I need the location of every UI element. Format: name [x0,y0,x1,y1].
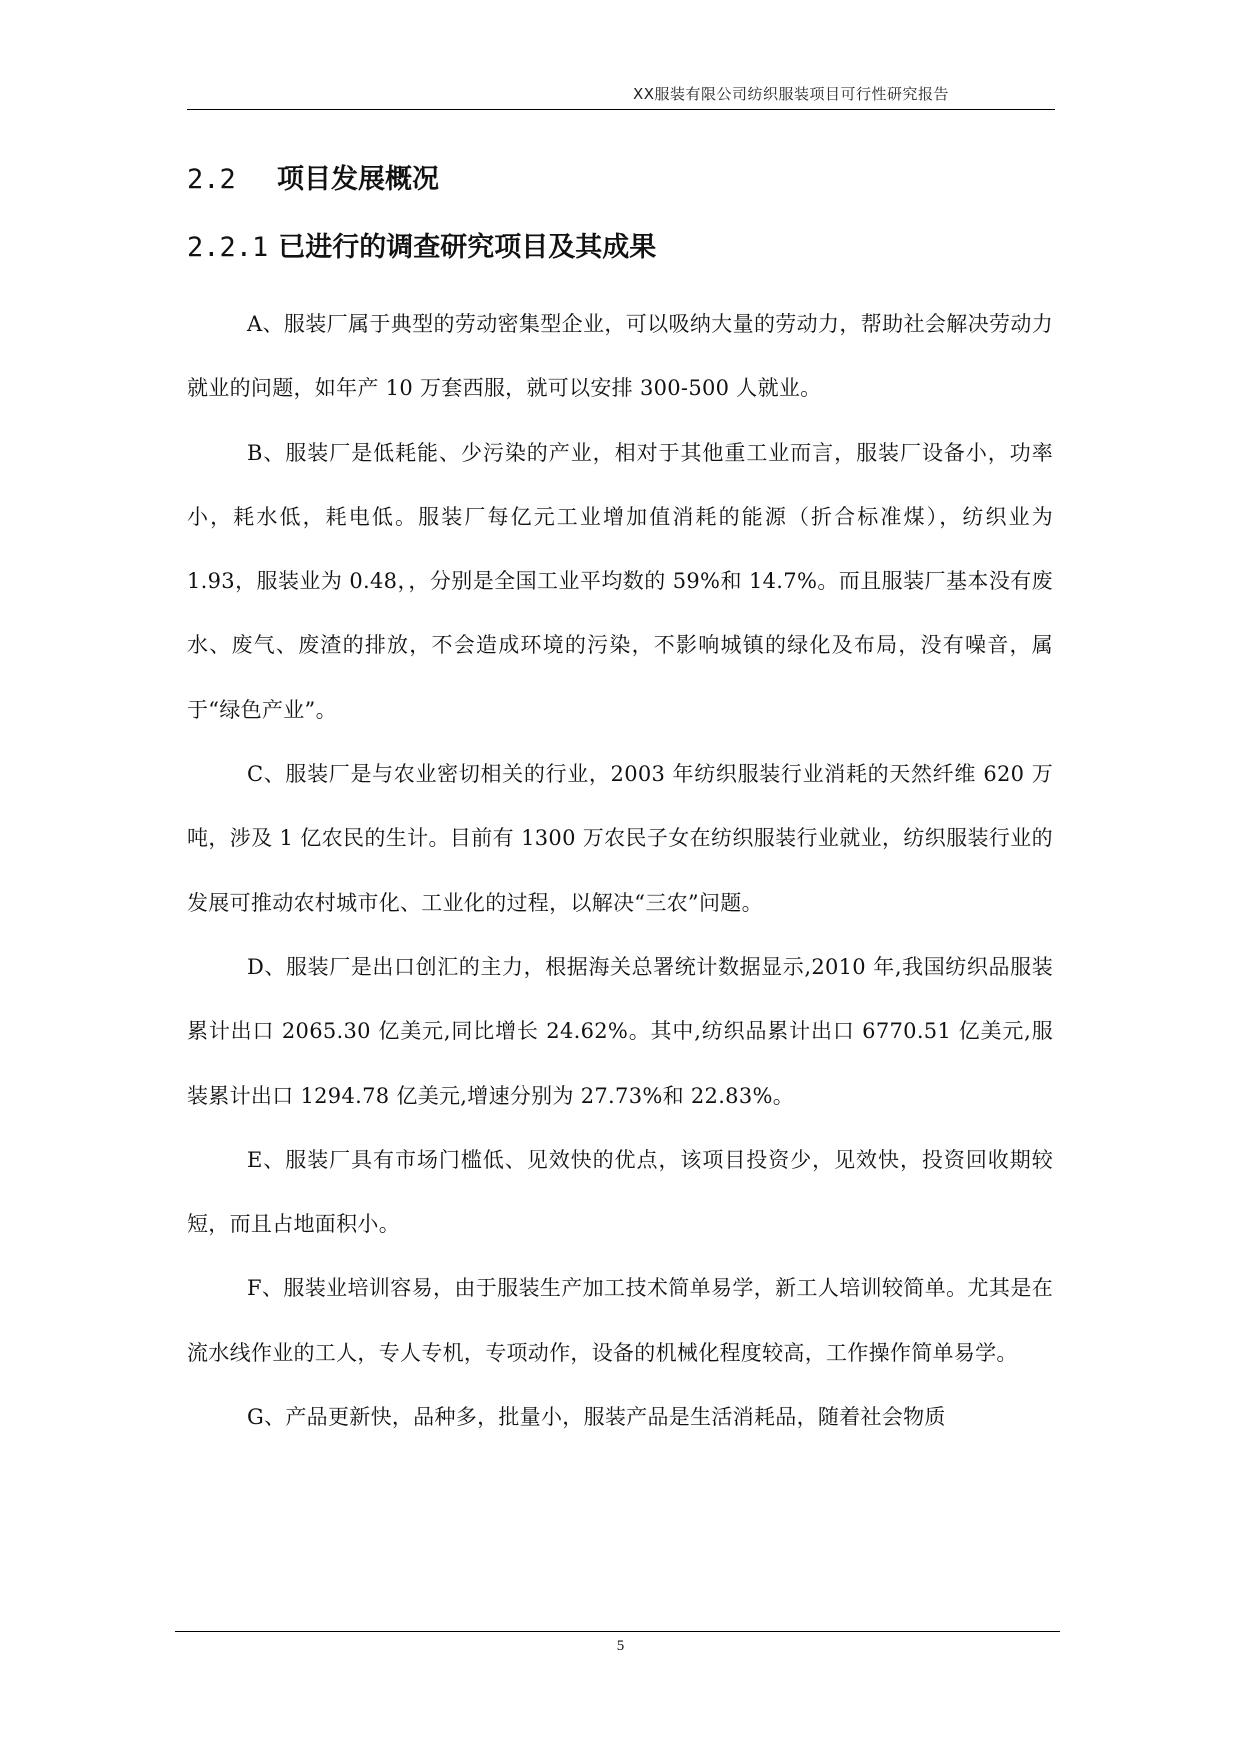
section-heading [187,163,439,197]
paragraph-e: E、服装厂具有市场门槛低、见效快的优点，该项目投资少，见效快，投资回收期较短，而且占地面积小。 [187,1147,1053,1237]
subsection-title: 已进行的调查研究项目及其成果 [278,232,657,263]
subsection-heading [187,231,656,265]
page-number: 5 [616,1638,625,1654]
section-number: 2.2 [187,164,236,195]
body-text [187,292,1053,1449]
paragraph-d: D、服装厂是出口创汇的主力，根据海关总署统计数据显示,2010 年,我国纺织品服装累计出口 2065.30 亿美元,同比增长 24.62%。其中,纺织品累计出口 6770.51 亿美元,服装累计出口 1294.78 亿美元,增速分别为 27.73%和 22.83%。 [187,954,1053,1108]
paragraph-f: F、服装业培训容易，由于服装生产加工技术简单易学，新工人培训较简单。尤其是在流水线作业的工人，专人专机，专项动作，设备的机械化程度较高，工作操作简单易学。 [187,1276,1053,1365]
section-title: 项目发展概况 [277,164,439,195]
footer-rule [175,1631,1060,1632]
paragraph-b: B、服装厂是低耗能、少污染的产业，相对于其他重工业而言，服装厂设备小，功率小，耗水低，耗电低。服装厂每亿元工业增加值消耗的能源（折合标准煤），纺织业为 1.93，服装业为 0.48，，分别是全国工业平均数的 59%和 14.7%。而且服装厂基本没有废水、废气、废渣的排放，不会造成环境的污染，不影响城镇的绿化及布局，没有噪音，属于“绿色产业”。 [187,440,1053,722]
paragraph-a: A、服装厂属于典型的劳动密集型企业，可以吸纳大量的劳动力，帮助社会解决劳动力就业的问题，如年产 10 万套西服，就可以安排 300-500 人就业。 [187,312,1053,401]
running-header: XX服装有限公司纺织服装项目可行性研究报告 [632,85,949,103]
subsection-number: 2.2.1 [187,232,269,263]
paragraph-c: C、服装厂是与农业密切相关的行业，2003 年纺织服装行业消耗的天然纤维 620 万吨，涉及 1 亿农民的生计。目前有 1300 万农民子女在纺织服装行业就业，纺织服装行业的发展可推动农村城市化、工业化的过程，以解决“三农”问题。 [187,762,1053,915]
header-rule [187,109,1055,110]
paragraph-g: G、产品更新快，品种多，批量小，服装产品是生活消耗品，随着社会物质 [247,1405,946,1430]
